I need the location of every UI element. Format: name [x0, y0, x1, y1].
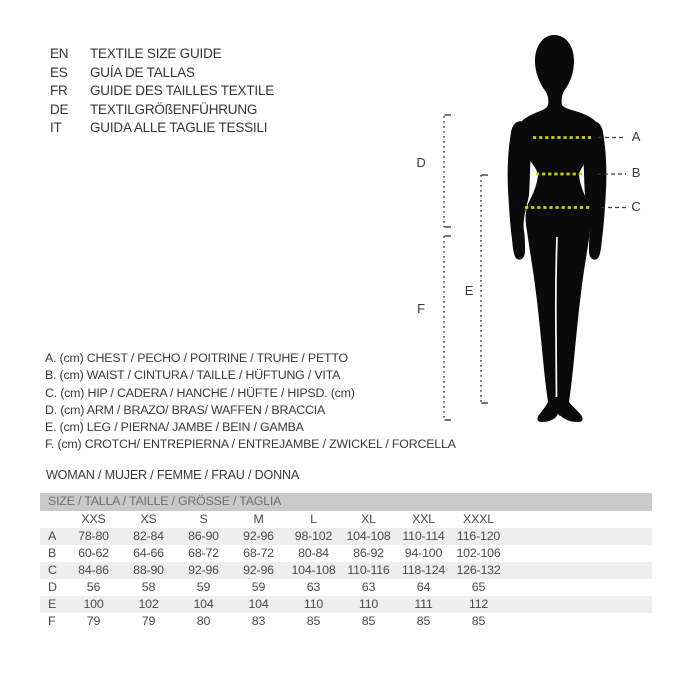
cell-value: 63 — [361, 579, 376, 594]
cell-value: 79 — [86, 613, 101, 628]
size-col-header: XL — [361, 511, 376, 526]
cell-value: 86-90 — [188, 528, 219, 543]
cell-value: 102-106 — [456, 545, 501, 560]
measurement-legend — [45, 350, 456, 454]
cell-value: 59 — [251, 579, 266, 594]
cell-value: 94-100 — [404, 545, 443, 560]
cell-value: 78-80 — [78, 528, 109, 543]
size-col-header: M — [253, 511, 264, 526]
language-row — [50, 101, 274, 120]
cell-value: 64-66 — [133, 545, 164, 560]
row-key: B — [48, 545, 57, 560]
row-key: D — [48, 579, 57, 594]
language-title: TEXTILGRÖßENFÜHRUNG — [90, 101, 258, 117]
cell-value: 104 — [248, 596, 269, 611]
cell-value: 80 — [196, 613, 211, 628]
size-table-title: SIZE / TALLA / TAILLE / GRÖSSE / TAGLIA — [40, 493, 652, 511]
woman-silhouette — [516, 35, 601, 422]
legend-line-a: A. (cm) CHEST / PECHO / POITRINE / TRUHE / PETTO — [45, 351, 348, 365]
cell-value: 85 — [471, 613, 486, 628]
size-col-header: S — [199, 511, 208, 526]
table-row — [40, 528, 652, 545]
table-row — [40, 562, 652, 579]
cell-value: 111 — [414, 596, 433, 611]
size-col-header: XXS — [81, 511, 106, 526]
cell-value: 100 — [83, 596, 104, 611]
cell-value: 85 — [361, 613, 376, 628]
language-row — [50, 64, 274, 83]
cell-value: 60-62 — [78, 545, 109, 560]
legend-line-c: C. (cm) HIP / CADERA / HANCHE / HÜFTE / HIPSD. (cm) — [45, 385, 355, 400]
language-title-block — [50, 45, 274, 138]
marker-label-c: C — [631, 199, 641, 214]
legend-line-b: B. (cm) WAIST / CINTURA / TAILLE / HÜFTUNG / VITA — [45, 368, 341, 383]
legend-line-d: D. (cm) ARM / BRAZO/ BRAS/ WAFFEN / BRACCIA — [45, 402, 326, 417]
cell-value: 110 — [358, 596, 379, 611]
cell-value: 64 — [416, 579, 431, 594]
cell-value: 110-114 — [402, 528, 445, 543]
cell-value: 65 — [471, 579, 486, 594]
size-col-header: XXL — [412, 511, 435, 526]
cell-value: 83 — [251, 613, 266, 628]
language-title: TEXTILE SIZE GUIDE — [90, 46, 222, 61]
marker-label-a: A — [631, 129, 641, 144]
left-arm — [508, 121, 532, 259]
table-row — [40, 579, 652, 596]
cell-value: 92-96 — [243, 528, 274, 543]
cell-value: 68-72 — [243, 545, 274, 560]
cell-value: 118-124 — [401, 562, 446, 577]
cell-value: 92-96 — [243, 562, 274, 577]
cell-value: 110 — [303, 596, 324, 611]
cell-value: 56 — [86, 579, 101, 594]
cell-value: 82-84 — [133, 528, 164, 543]
cell-value: 86-92 — [353, 545, 384, 560]
cell-value: 112 — [468, 596, 489, 611]
cell-value: 104-108 — [291, 562, 336, 577]
row-key: F — [48, 613, 56, 628]
size-col-header: XXXL — [463, 511, 494, 526]
language-row — [50, 119, 274, 138]
cell-value: 88-90 — [133, 562, 164, 577]
cell-value: 102 — [138, 596, 159, 611]
legend-line-f: F. (cm) CROTCH/ ENTREPIERNA / ENTREJAMBE / ZWICKEL / FORCELLA — [45, 437, 456, 452]
table-row — [40, 545, 652, 562]
cell-value: 116-120 — [456, 528, 501, 543]
marker-label-e: E — [464, 283, 474, 298]
table-row — [40, 596, 652, 613]
language-title: GUIDA ALLE TAGLIE TESSILI — [90, 120, 268, 136]
cell-value: 80-84 — [298, 545, 329, 560]
marker-label-f: F — [417, 301, 425, 316]
row-key: E — [48, 596, 57, 611]
language-code: DE — [50, 101, 69, 117]
cell-value: 85 — [416, 613, 431, 628]
cell-value: 92-96 — [188, 562, 219, 577]
cell-value: 59 — [196, 579, 211, 594]
marker-label-b: B — [631, 165, 641, 180]
language-code: IT — [50, 120, 62, 136]
language-code: ES — [50, 64, 68, 80]
language-title: GUÍA DE TALLAS — [90, 64, 195, 80]
size-table — [40, 493, 652, 630]
language-row — [50, 82, 274, 101]
cell-value: 110-116 — [347, 562, 390, 577]
row-key: A — [48, 528, 57, 543]
size-col-header: L — [310, 511, 317, 526]
cell-value: 104 — [193, 596, 214, 611]
cell-value: 58 — [141, 579, 156, 594]
table-row — [40, 613, 652, 630]
cell-value: 85 — [306, 613, 321, 628]
cell-value: 79 — [141, 613, 156, 628]
size-header-row — [40, 511, 652, 528]
language-title: GUIDE DES TAILLES TEXTILE — [90, 83, 275, 99]
cell-value: 68-72 — [188, 545, 219, 560]
cell-value: 98-102 — [294, 528, 333, 543]
row-key: C — [48, 562, 57, 577]
legend-line-e: E. (cm) LEG / PIERNA/ JAMBE / BEIN / GAMBA — [45, 420, 304, 435]
size-col-header: XS — [140, 511, 157, 526]
cell-value: 84-86 — [78, 562, 109, 577]
language-row — [50, 45, 274, 64]
language-code: FR — [50, 83, 68, 99]
cell-value: 104-108 — [346, 528, 391, 543]
cell-value: 63 — [306, 579, 321, 594]
language-code: EN — [50, 46, 69, 61]
marker-label-d: D — [416, 155, 426, 170]
cell-value: 126-132 — [456, 562, 501, 577]
audience-heading: WOMAN / MUJER / FEMME / FRAU / DONNA — [46, 468, 300, 482]
